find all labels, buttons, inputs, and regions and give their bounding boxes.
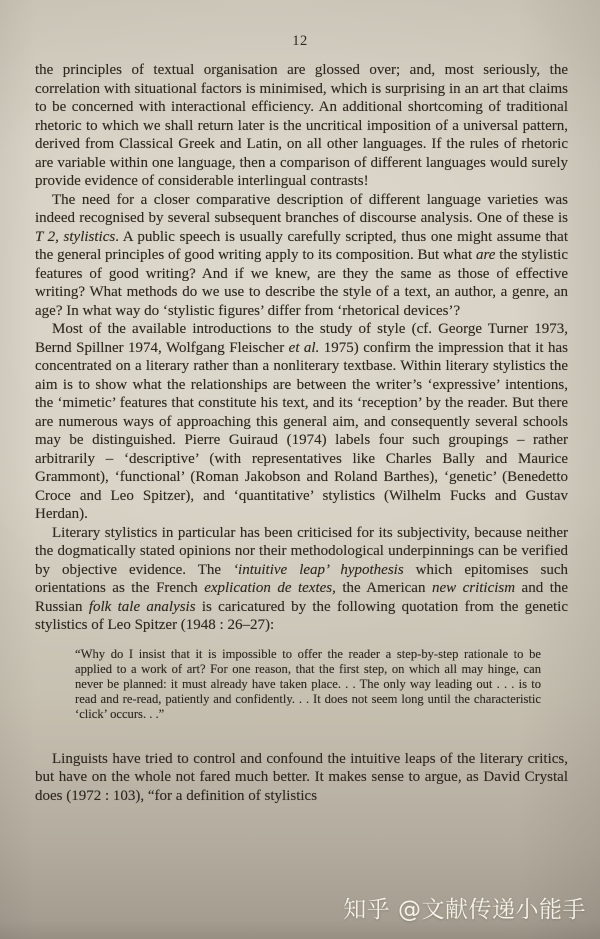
paragraph [35, 750, 568, 806]
text-segment: Literary stylistics in particular has been criticised for its subjectivity, because neither the dogmatically stated opinions nor their methodological underpinnings can be verified by objective evidence. The [35, 524, 568, 578]
italic-text-segment: T 2, stylistics [35, 228, 116, 245]
text-segment: , the American [332, 580, 432, 596]
text-segment: and the Russian [35, 580, 569, 615]
paragraph [35, 524, 568, 635]
italic-text-segment: ‘intuitive leap’ hypothesis [233, 561, 404, 578]
block-quote [75, 647, 541, 722]
page-text-block [35, 61, 568, 805]
italic-text-segment: new criticism [431, 580, 516, 596]
italic-text-segment: folk tale analysis [88, 598, 196, 615]
italic-text-segment: et al. [288, 339, 320, 356]
text-segment: . A public speech is usually carefully scripted, thus one might assume that the general principles of good writing apply to its composition. But what [35, 228, 568, 263]
italic-text-segment: are [475, 247, 496, 263]
text-segment: “Why do I insist that it is impossible to offer the reader a step-by-step rationale to be applied to a work of art? For one reason, that the first step, on which all may hinge, can never be planned: it must already have taken place. . . The only way leading out . . . is to read and re-read, patiently and confidently. . . It does not seem long until the characteristic ‘click’ occurs. . .” [75, 646, 541, 721]
text-segment: the principles of textual organisation are glossed over; and, most seriously, the correlation with situational factors is minimised, which is surprising in an art that claims to be concerned with interactional efficiency. An additional shortcoming of traditional rhetoric to which we shall return later is the uncritical imposition of a universal pattern, derived from Classical Greek and Latin, on all other languages. If the rules of rhetoric are variable within one language, then a comparison of different languages would surely provide evidence of considerable interlingual contrasts! [35, 62, 568, 189]
paragraph [35, 320, 568, 524]
text-segment: Linguists have tried to control and confound the intuitive leaps of the literary critics, but have on the whole not fared much better. It makes sense to argue, as David Crystal does (1972 : 103), “for a definition of stylistics [35, 750, 568, 804]
text-segment: is caricatured by the following quotation from the genetic stylistics of Leo Spitzer (1948 : 26–27): [35, 598, 568, 633]
watermark-zhihu: 知乎 @文献传递小能手 [343, 897, 586, 923]
text-segment: Most of the available introductions to the study of style (cf. George Turner 1973, Bernd Spillner 1974, Wolfgang Fleischer [35, 321, 568, 356]
text-segment: 1975) confirm the impression that it has concentrated on a literary rather than a nonliterary textbase. Within literary stylistics the aim is to show what the relationships are between the writer’s ‘expressive’ intentions, the ‘mimetic’ features that constitute his text, and its ‘reception’ by the reader. But there are numerous ways of approaching this general aim, and consequently several schools may be distinguished. Pierre Guiraud (1974) labels four such groupings – rather arbitrarily – ‘descriptive’ (with representatives like Charles Bally and Maurice Grammont), ‘functional’ (Roman Jakobson and Roland Barthes), ‘genetic’ (Benedetto Croce and Leo Spitzer), and ‘quantitative’ stylistics (Wilhelm Fucks and Gustav Herdan). [35, 339, 568, 522]
italic-text-segment: explication de textes [204, 580, 333, 596]
page-number: 12 [292, 33, 308, 49]
text-segment: the stylistic features of good writing? And if we knew, are they the same as those of effective writing? What methods do we use to describe the style of a text, an author, a genre, an age? In what way do ‘stylistic figures’ differ from ‘rhetorical devices’? [35, 247, 568, 319]
text-segment: The need for a closer comparative description of different language varieties was indeed recognised by several subsequent branches of discourse analysis. One of these is [35, 191, 568, 226]
text-segment: which epitomises such orientations as the French [35, 561, 568, 596]
paragraph [35, 191, 568, 321]
paragraph [35, 61, 568, 191]
